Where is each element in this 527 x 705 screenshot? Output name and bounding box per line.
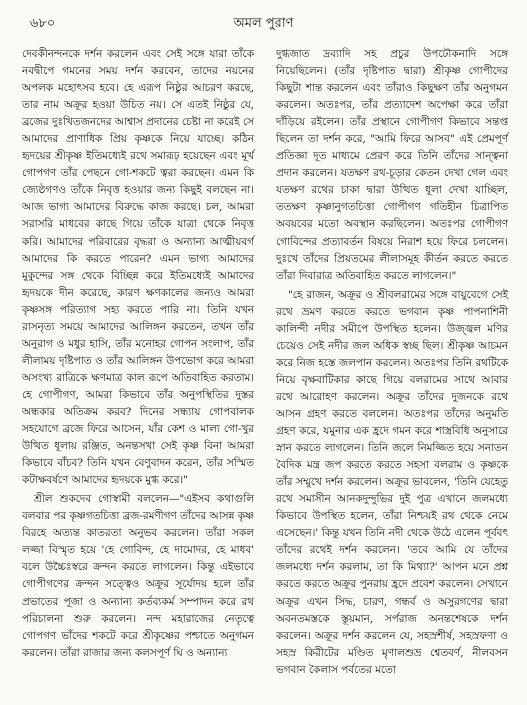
left-paragraph-1: দেবকীনন্দনকে দর্শন করলেন এবং সেই সঙ্গে যারা তাঁকে নবদ্বীপে গমনের সময় দর্শন করবেন, তাদের নয়নের অপলক মহোৎসব হবে। হে এরূপ নিষ্ঠুর আচরণ করছে, তার নাম অক্রূর হওয়া উচিত নয়। সে এতই নিষ্ঠুর যে, ব্রজের দুঃখিতজনদের আশ্বাস প্রদানের চেষ্টা না করেই সে আমাদের প্রাণাধিক প্রিয় কৃষ্ণকে নিয়ে যাচ্ছে। কঠিন হৃদয়ের শ্রীকৃষ্ণ ইতিমধ্যেই রথে সমারূঢ় হয়েছেন এবং মূর্খ গোপগণ তাঁর পেছনে গো-শকটে ত্বরা করছেন। এমন কি জ্যেষ্ঠগণও তাঁকে নিবৃত্ত হওয়ার জন্য কিছুই বলছেন না। আজ ভাগ্য আমাদের বিরুদ্ধে কাজ করছে। চল, আমরা সরাসরি মাধবের কাছে গিয়ে তাঁকে যাত্রা থেকে নিবৃত্ত করি। আমাদের পরিবারের বৃদ্ধরা ও অন্যান্য আত্মীয়বর্গ আমাদের কি করতে পারেন? এমন ভাগ্য আমাদের মুকুন্দের সঙ্গ থেকে বিচ্ছিন্ন করে ইতিমধ্যেই আমাদের হৃদয়কে দীন করেছে, কারণ ক্ষণকালের জন্যও আমরা কৃষ্ণসঙ্গ পরিত্যাগ সহ্য করতে পারি না। তিনি যখন রাসনৃত্য সময়ে আমাদের আলিঙ্গন করতেন, তখন তাঁর অনুরাগ ও মধুর হাসি, তাঁর মনোহর গোপন সংলাপ, তাঁর লীলাময় দৃষ্টিপাত ও তাঁর আলিঙ্গন উপভোগ করে আমরা অসংখ্য রাত্রিকে ক্ষণমাত্র কাল রূপে অতিবাহিত করতাম। হে গোপীগণ, আমরা কিভাবে তাঁর অনুপস্থিতির দুস্তর অন্ধকার অতিক্রম করব? দিনের সন্ধ্যায় গোপবালক সহযোগে ব্রজে ফিরে আসেন, যাঁর কেশ ও মাল্য গো-খুর উত্থিত ধূলায় রঞ্জিত, অনন্তসখা সেই কৃষ্ণ বিনা আমরা কিভাবে বাঁচব? তিনি যখন বেণুবাদন করেন, তাঁর সস্মিত কটাক্ষবর্ষণে আমাদের হৃদয়কে মুগ্ধ করে।" [22, 48, 254, 487]
page-number: ৬৮০ [30, 16, 56, 31]
running-title: অমল পুরাণ [233, 16, 294, 31]
right-paragraph-2: "হে রাজন, অক্রূর ও শ্রীবলরামের সঙ্গে বায়ুবেগে সেই রথে ভ্রমণ করতে করতে ভগবান কৃষ্ণ পাপনাশিনী কালিন্দী নদীর সমীপে উপস্থিত হলেন। উজ্জ্বল মণির চেয়েও সেই নদীর জল অধিক স্বচ্ছ ছিল। শ্রীকৃষ্ণ আচমন করে নিজ হস্তে জলপান করলেন। অতঃপর তিনি রথটিকে নিয়ে বৃক্ষবাটিকার কাছে গিয়ে বলরামের সাথে আবার রথে আরোহণ করলেন। অক্রূর তাঁদের দুজনকে রথে আসন গ্রহণ করতে বললেন। অতঃপর তাঁদের অনুমতি গ্রহণ করে, যমুনার এক হ্রদে গমন করে শাস্ত্রবিধি অনুসারে স্নান করতে লাগলেন। তিনি জলে নিমজ্জিত হয়ে সনাতন বৈদিক মন্ত্র জপ করতে করতে সহসা বলরাম ও কৃষ্ণকে তাঁর সম্মুখে দর্শন করলেন। অক্রূর ভাবলেন, 'তিনি যেহেতু রথে সমাসীন আনকদুন্দুভির দুই পুত্র এখানে জলমধ্যে কিভাবে উপস্থিত হলেন, তাঁরা নিশ্চয়ই রথ থেকে নেমে এসেছেন।' কিন্তু যখন তিনি নদী থেকে উঠে এলেন পূর্ববৎ তাঁদের রথেই দর্শন করলেন। 'তবে আমি যে তাঁদের জলমধ্যে দর্শন করলাম, তা কি মিথ্যা?' আপন মনে প্রশ্ন করতে করতে অক্রূর পুনরায় হ্রদে প্রবেশ করলেন। সেখানে অক্রূর এখন সিদ্ধ, চারণ, গন্ধর্ব ও অসুরগণের দ্বারা অবনতমস্তকে স্তূয়মান, সর্পরাজ অনন্তশেষকে দর্শন করলেন। অক্রূর দর্শন করলেন যে, সহস্রশীর্ষ, সহস্রফণা ও সহস্র কিরীটের মণ্ডিত মৃণালশুভ্র শ্বেতবর্ণ, নীলবসন ভগবান কৈলাস পর্বতের মতো [276, 288, 508, 676]
page-header [0, 0, 527, 40]
left-column [22, 46, 254, 662]
right-column [276, 46, 508, 679]
left-paragraph-2: শ্রীল শুকদেব গোস্বামী বললেন—"এইসব কথাগুলি বলবার পর কৃষ্ণগতচিত্তা ব্রজ-রমণীগণ তাঁদের আসন্ন কৃষ্ণ বিরহে অত্যন্ত কাতরতা অনুভব করলেন। তাঁরা সকল লজ্জা বিস্মৃত হয়ে 'হে গোবিন্দ, হে দামোদর, হে মাধব' বলে উচ্চৈঃস্বরে ক্রন্দন করতে লাগলেন। কিন্তু এইভাবে গোপীগণের ক্রন্দন সত্ত্বেও অক্রূর সূর্যোদয় হলে তাঁর প্রভাতের পূজা ও অন্যান্য কর্তব্যকর্ম সম্পাদন করে রথ পরিচালনা শুরু করলেন। নন্দ মহারাজের নেতৃত্বে গোপগণ ভাঁদের শকটে করে শ্রীকৃষ্ণের পশ্চাতে অনুগমন করলেন। তাঁরা রাজার জন্য কলসপূর্ণ ঘি ও অন্যান্য [22, 493, 254, 659]
right-paragraph-1: দুগ্ধজাত দ্রব্যাদি সহ প্রচুর উপঢৌকনাদি সঙ্গে নিয়েছিলেন। (তাঁর দৃষ্টিপাত দ্বারা) শ্রীকৃষ্ণ গোপীদের কিছুটা শান্ত করলেন এবং তাঁরাও কিছুক্ষণ তাঁর অনুগমন করলেন। অতঃপর, তাঁর প্রত্যাদেশ অপেক্ষা করে তাঁরা দাঁড়িয়ে রইলেন। তাঁর প্রস্থানে গোপীগণ কিভাবে সন্তপ্ত ছিলেন তা দর্শন করে, "আমি ফিরে আসব" এই প্রেমপূর্ণ প্রতিজ্ঞা দূত মাধ্যমে প্রেরণ করে তিনি তাঁদের সান্ত্বনা প্রদান করলেন। যতক্ষণ রথ-চূড়ার কেতন দেখা গেল এবং যতক্ষণ রথের চাকা দ্বারা উত্থিত ধূলা দেখা যাচ্ছিল, ততক্ষণ কৃষ্ণানুগতচিত্তা গোপীগণ গতিহীন চিত্রাপিত অবয়বের মতো অবস্থান করছিলেন। অতঃপর গোপীগণ গোবিন্দের প্রত্যাবর্তন বিষয়ে নিরাশ হয়ে ফিরে চললেন। দুঃখে তাঁদের প্রিয়তমের লীলাসমূহ কীর্তন করতে করতে তাঁরা দিবারাত্র অতিবাহিত করতে লাগলেন।" [276, 48, 508, 282]
